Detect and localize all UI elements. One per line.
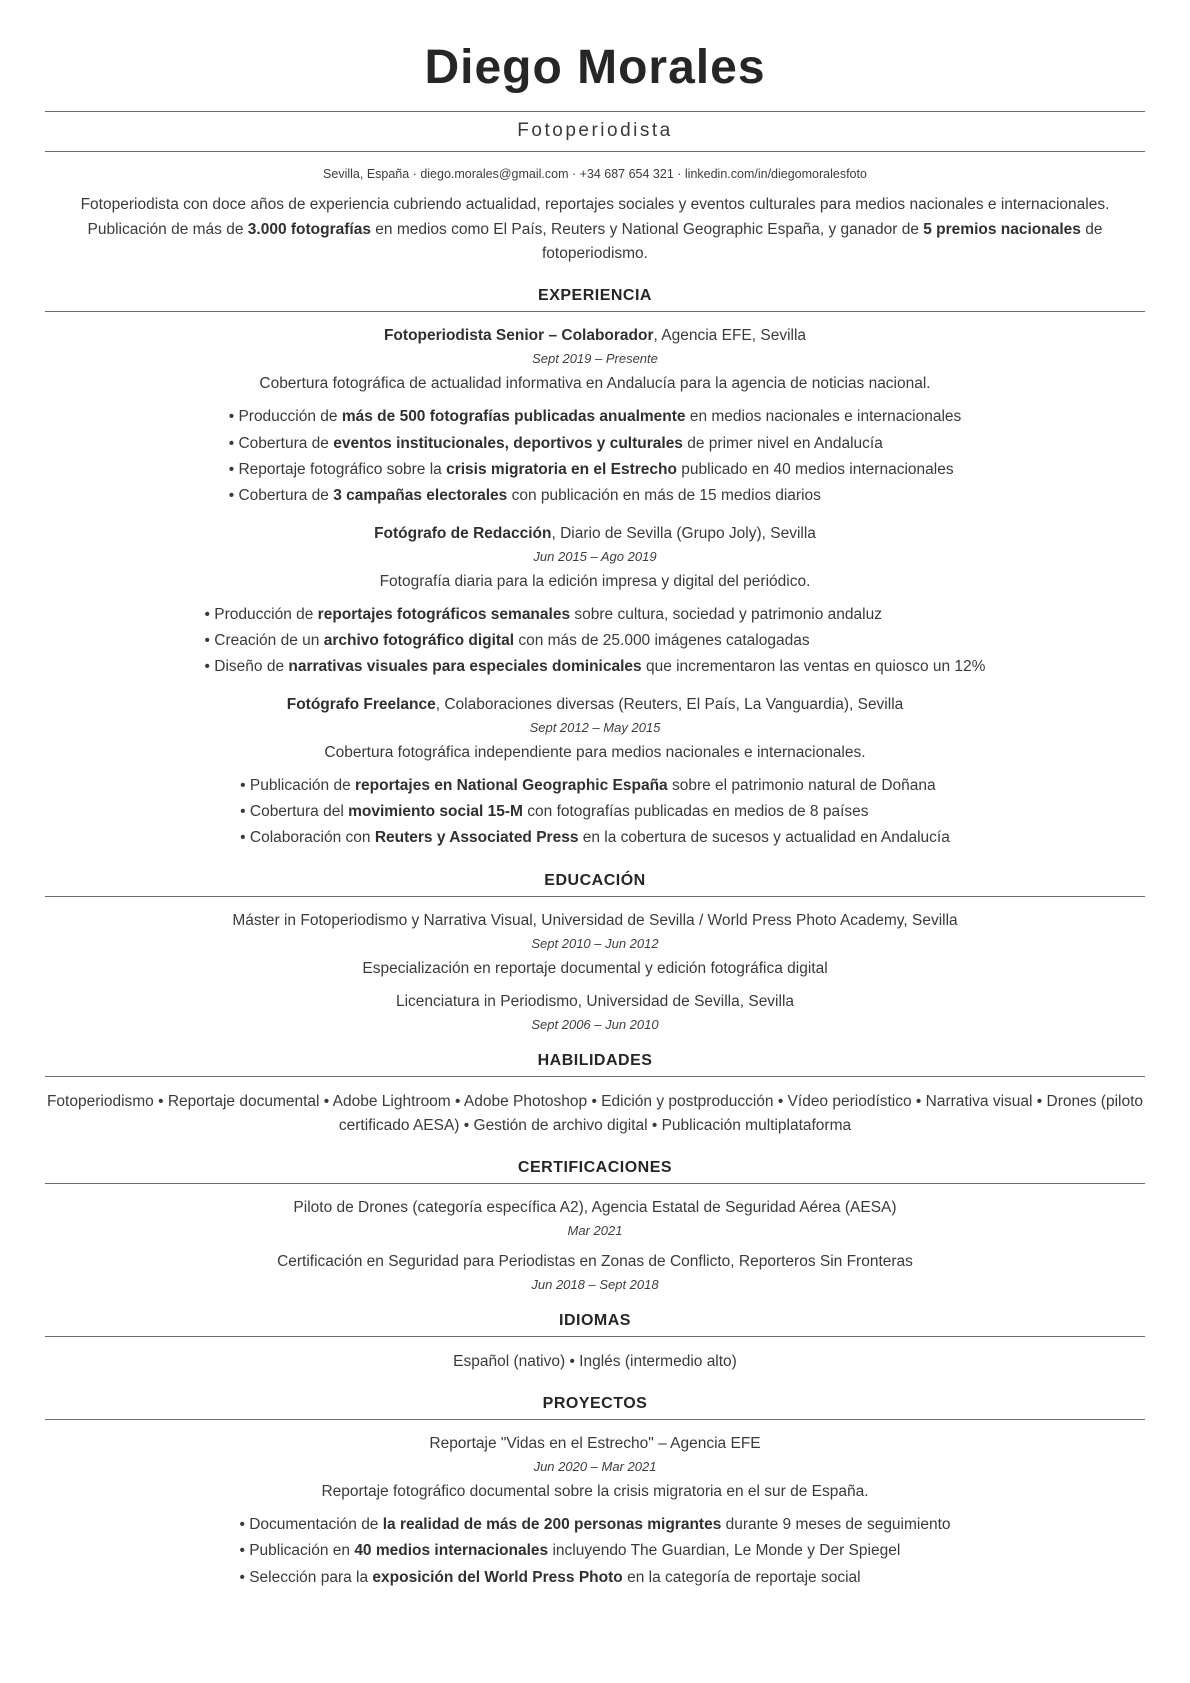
bullet-item: • Creación de un archivo fotográfico digital con más de 25.000 imágenes catalogadas bbox=[205, 628, 986, 654]
bullet-item: • Cobertura de eventos institucionales, deportivos y culturales de primer nivel en Andalucía bbox=[229, 431, 962, 457]
section-proyectos bbox=[45, 1395, 1145, 1591]
section-heading: HABILIDADES bbox=[537, 1051, 653, 1069]
job-title: Fotógrafo Freelance, Colaboraciones diversas (Reuters, El País, La Vanguardia), Sevilla bbox=[286, 695, 904, 713]
section-header bbox=[45, 1052, 1145, 1077]
divider bbox=[45, 151, 1145, 152]
job-dates: Sept 2012 – May 2015 bbox=[529, 719, 661, 735]
job-entry bbox=[45, 525, 1145, 681]
resume-header bbox=[45, 42, 1145, 267]
section-heading: PROYECTOS bbox=[542, 1395, 648, 1413]
bullet-item: • Producción de reportajes fotográficos semanales sobre cultura, sociedad y patrimonio andaluz bbox=[205, 602, 986, 628]
section-heading: EXPERIENCIA bbox=[538, 287, 652, 305]
bullet-item: • Publicación en 40 medios internacionales incluyendo The Guardian, Le Monde y Der Spiegel bbox=[239, 1538, 950, 1564]
bullet-item: • Documentación de la realidad de más de 200 personas migrantes durante 9 meses de seguimiento bbox=[239, 1512, 950, 1538]
education-description: Especialización en reportaje documental y edición fotográfica digital bbox=[362, 959, 828, 977]
candidate-name: Diego Morales bbox=[424, 41, 766, 94]
section-header bbox=[45, 1312, 1145, 1337]
job-dates: Jun 2015 – Ago 2019 bbox=[533, 548, 657, 564]
section-idiomas bbox=[45, 1312, 1145, 1375]
project-entry bbox=[45, 1435, 1145, 1591]
education-dates: Sept 2010 – Jun 2012 bbox=[531, 935, 659, 951]
job-bullet-list bbox=[240, 773, 950, 852]
section-header bbox=[45, 1159, 1145, 1184]
section-heading: CERTIFICACIONES bbox=[517, 1159, 673, 1177]
section-heading: EDUCACIÓN bbox=[544, 871, 646, 889]
languages-list: Español (nativo) • Inglés (intermedio alto) bbox=[453, 1353, 737, 1371]
job-description: Cobertura fotográfica independiente para medios nacionales e internacionales. bbox=[324, 743, 866, 761]
skills-list: Fotoperiodismo • Reportaje documental • Adobe Lightroom • Adobe Photoshop • Edición y postproducción • Vídeo periodístico • Narrativa visual • Drones (piloto certificado AESA) • Gestión de archivo digital • Publicación multiplataforma bbox=[46, 1092, 1144, 1135]
summary-paragraph: Fotoperiodista con doce años de experiencia cubriendo actualidad, reportajes sociales y eventos culturales para medios nacionales e internacionales. Publicación de más de 3.000 fotografías en medios como El País, Reuters y National Geographic España, y ganador de 5 premios nacionales de fotoperiodismo. bbox=[80, 195, 1110, 263]
project-title: Reportaje "Vidas en el Estrecho" – Agencia EFE bbox=[429, 1435, 761, 1453]
job-title: Fotoperiodista Senior – Colaborador, Agencia EFE, Sevilla bbox=[383, 327, 807, 345]
section-educacion bbox=[45, 872, 1145, 1032]
bullet-item: • Publicación de reportajes en National Geographic España sobre el patrimonio natural de Doñana bbox=[240, 773, 950, 799]
section-heading: IDIOMAS bbox=[559, 1312, 631, 1330]
bullet-item: • Colaboración con Reuters y Associated Press en la cobertura de sucesos y actualidad en Andalucía bbox=[240, 825, 950, 851]
project-dates: Jun 2020 – Mar 2021 bbox=[533, 1459, 657, 1475]
job-entry bbox=[45, 327, 1145, 509]
bullet-item: • Reportaje fotográfico sobre la crisis migratoria en el Estrecho publicado en 40 medios internacionales bbox=[229, 457, 962, 483]
job-dates: Sept 2019 – Presente bbox=[532, 351, 658, 367]
bullet-item: • Producción de más de 500 fotografías publicadas anualmente en medios nacionales e internacionales bbox=[229, 404, 962, 430]
project-description: Reportaje fotográfico documental sobre la crisis migratoria en el sur de España. bbox=[321, 1483, 869, 1501]
job-bullet-list bbox=[205, 602, 986, 681]
section-header bbox=[45, 1395, 1145, 1420]
bullet-item: • Diseño de narrativas visuales para especiales dominicales que incrementaron las ventas en quiosco un 12% bbox=[205, 654, 986, 680]
bullet-item: • Selección para la exposición del World Press Photo en la categoría de reportaje social bbox=[239, 1565, 950, 1591]
candidate-role: Fotoperiodista bbox=[517, 119, 673, 141]
job-entry bbox=[45, 696, 1145, 852]
certification-title: Certificación en Seguridad para Periodistas en Zonas de Conflicto, Reporteros Sin Fronteras bbox=[277, 1253, 913, 1271]
section-habilidades bbox=[45, 1052, 1145, 1140]
certification-entry bbox=[45, 1253, 1145, 1292]
certification-dates: Jun 2018 – Sept 2018 bbox=[531, 1277, 659, 1293]
education-dates: Sept 2006 – Jun 2010 bbox=[531, 1016, 659, 1032]
certification-title: Piloto de Drones (categoría específica A2), Agencia Estatal de Seguridad Aérea (AESA) bbox=[293, 1199, 897, 1217]
certification-dates: Mar 2021 bbox=[567, 1223, 623, 1239]
education-title: Licenciatura in Periodismo, Universidad de Sevilla, Sevilla bbox=[395, 992, 795, 1010]
project-bullet-list bbox=[239, 1512, 950, 1591]
certification-entry bbox=[45, 1199, 1145, 1238]
bullet-item: • Cobertura del movimiento social 15-M con fotografías publicadas en medios de 8 países bbox=[240, 799, 950, 825]
education-entry bbox=[45, 993, 1145, 1032]
job-title: Fotógrafo de Redacción, Diario de Sevilla (Grupo Joly), Sevilla bbox=[374, 524, 816, 542]
education-entry bbox=[45, 912, 1145, 978]
contact-line: Sevilla, España · diego.morales@gmail.com · +34 687 654 321 · linkedin.com/in/diegomoralesfoto bbox=[323, 166, 867, 181]
job-description: Cobertura fotográfica de actualidad informativa en Andalucía para la agencia de noticias nacional. bbox=[259, 375, 931, 393]
education-title: Máster in Fotoperiodismo y Narrativa Visual, Universidad de Sevilla / World Press Photo Academy, Sevilla bbox=[232, 911, 958, 929]
section-header bbox=[45, 287, 1145, 312]
job-bullet-list bbox=[229, 404, 962, 509]
section-certificaciones bbox=[45, 1159, 1145, 1292]
section-header bbox=[45, 872, 1145, 897]
job-description: Fotografía diaria para la edición impresa y digital del periódico. bbox=[379, 572, 811, 590]
section-experiencia bbox=[45, 287, 1145, 851]
bullet-item: • Cobertura de 3 campañas electorales con publicación en más de 15 medios diarios bbox=[229, 483, 962, 509]
